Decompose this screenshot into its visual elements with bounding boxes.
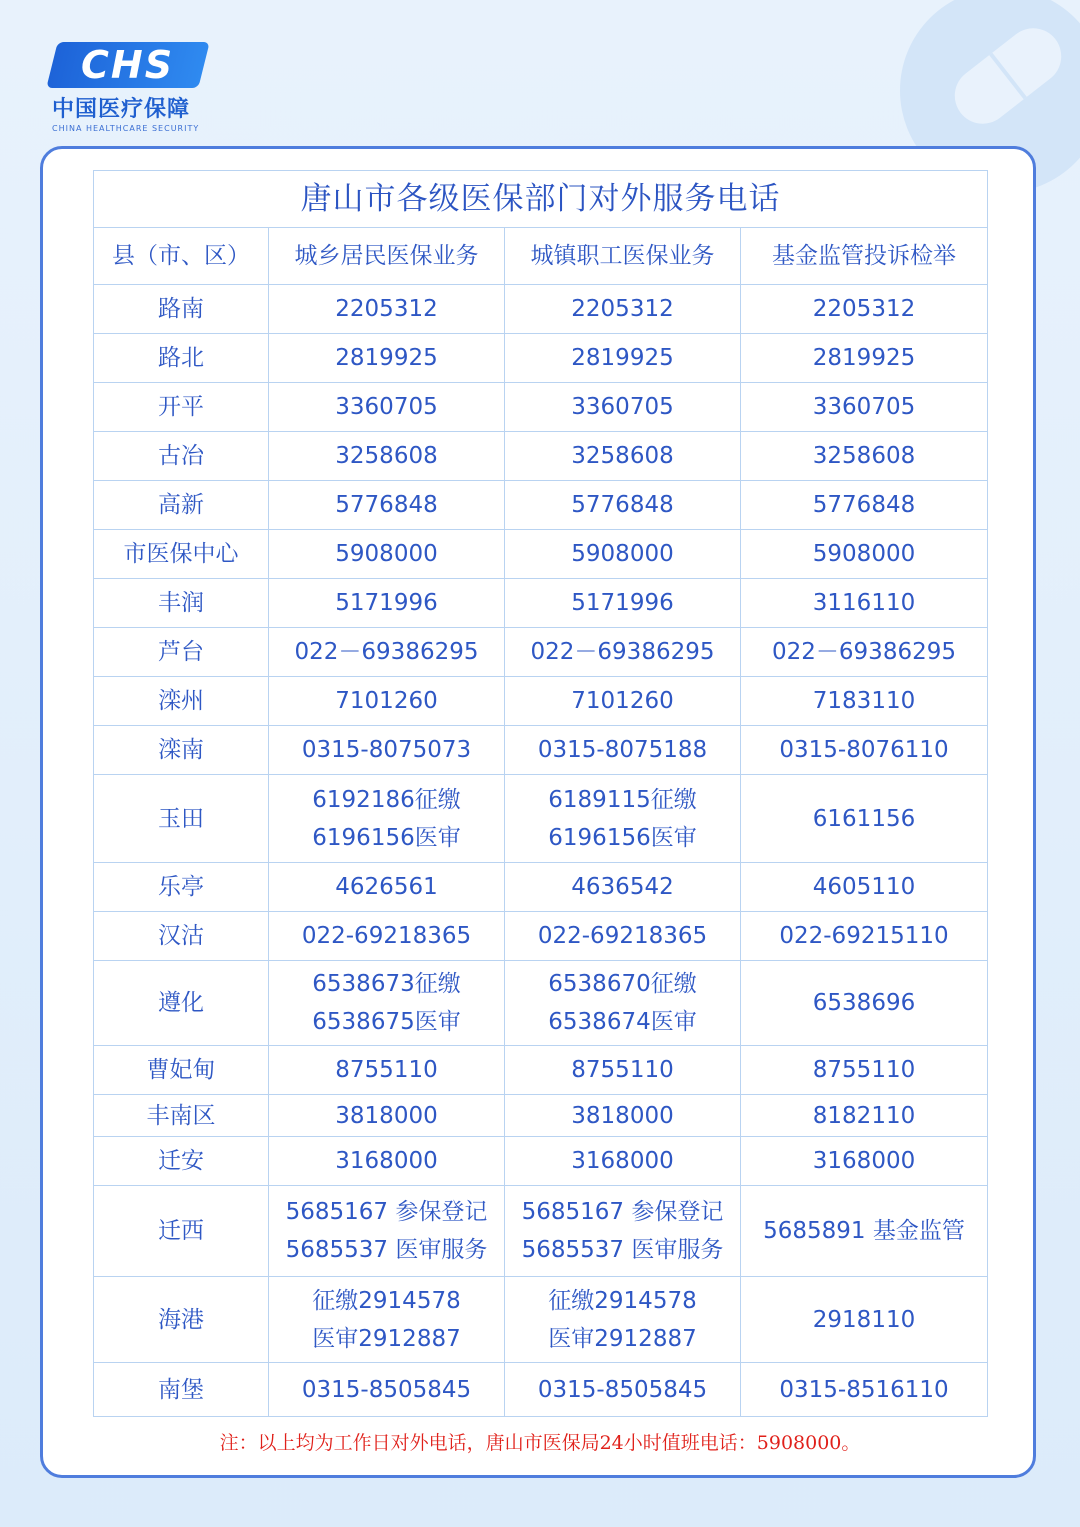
phone-cell <box>741 1046 988 1095</box>
phone-cell <box>505 579 741 628</box>
phone-number: 2819925 <box>335 345 438 371</box>
phone-cell <box>269 285 505 334</box>
phone-number: 6538696 <box>812 990 916 1016</box>
phone-number: 2205312 <box>571 296 674 322</box>
phone-number: 4636542 <box>571 874 674 900</box>
phone-number: 7101260 <box>335 688 438 714</box>
phone-cell <box>269 1186 505 1277</box>
phone-number: 022－69386295 <box>772 639 956 665</box>
phone-number: 022－69386295 <box>530 639 715 665</box>
phone-number: 8755110 <box>571 1057 674 1083</box>
header-row <box>94 228 988 285</box>
footnote: 注：以上均为工作日对外电话，唐山市医保局24小时值班电话：5908000。 <box>219 1432 861 1454</box>
phone-number: 8755110 <box>812 1057 916 1083</box>
phone-cell <box>741 530 988 579</box>
county-name: 路南 <box>94 285 269 334</box>
phone-cell <box>505 1046 741 1095</box>
column-header-fund-supervision: 基金监管投诉检举 <box>741 228 988 285</box>
phone-cell <box>505 432 741 481</box>
phone-number: 8182110 <box>812 1102 916 1129</box>
phone-cell <box>269 726 505 775</box>
phone-number: 7183110 <box>812 688 916 714</box>
phone-cell <box>505 530 741 579</box>
phone-cell <box>505 726 741 775</box>
phone-cell <box>741 579 988 628</box>
phone-number: 022-69218365 <box>537 923 708 949</box>
phone-cell <box>505 1277 741 1363</box>
table-row <box>94 677 988 726</box>
table-row <box>94 863 988 912</box>
phone-number: 022－69386295 <box>294 639 479 665</box>
phone-number: 5776848 <box>335 492 438 518</box>
phone-number: 0315-8076110 <box>779 737 949 763</box>
phone-cell <box>269 530 505 579</box>
phone-number: 7101260 <box>571 688 674 714</box>
phone-cell <box>741 432 988 481</box>
phone-cell <box>741 677 988 726</box>
county-name: 玉田 <box>94 775 269 863</box>
phone-number: 0315-8075188 <box>537 737 708 763</box>
phone-cell <box>505 863 741 912</box>
phone-number: 3116110 <box>812 590 916 616</box>
county-name: 迁西 <box>94 1186 269 1277</box>
phone-number: 6189115征缴 <box>548 786 697 813</box>
phone-number: 5776848 <box>571 492 674 518</box>
county-name: 南堡 <box>94 1363 269 1417</box>
phone-number: 5685537 医审服务 <box>521 1237 724 1263</box>
county-name: 市医保中心 <box>94 530 269 579</box>
phone-cell <box>269 579 505 628</box>
county-name: 汉沽 <box>94 912 269 961</box>
phone-cell <box>269 1277 505 1363</box>
phone-cell <box>741 383 988 432</box>
phone-cell <box>505 481 741 530</box>
phone-cell <box>269 775 505 863</box>
table-row <box>94 1095 988 1137</box>
phone-number: 2205312 <box>335 296 438 322</box>
county-name: 海港 <box>94 1277 269 1363</box>
logo-chinese-name: 中国医疗保障 <box>52 97 191 122</box>
phone-cell <box>741 863 988 912</box>
phone-cell <box>741 775 988 863</box>
county-name: 芦台 <box>94 628 269 677</box>
phone-cell <box>741 726 988 775</box>
county-name: 遵化 <box>94 961 269 1046</box>
table-row <box>94 628 988 677</box>
phone-cell <box>741 1363 988 1417</box>
phone-cell <box>269 1046 505 1095</box>
phone-cell <box>505 1186 741 1277</box>
phone-number: 5685167 参保登记 <box>285 1199 488 1225</box>
phone-number: 3360705 <box>812 394 916 420</box>
phone-number: 022-69218365 <box>301 923 472 949</box>
county-name: 迁安 <box>94 1137 269 1186</box>
table-row <box>94 1046 988 1095</box>
phone-number: 医审2912887 <box>548 1325 697 1352</box>
phone-cell <box>741 481 988 530</box>
table-title: 唐山市各级医保部门对外服务电话 <box>94 171 988 228</box>
phone-directory-table <box>93 170 988 1417</box>
table-row <box>94 432 988 481</box>
phone-cell <box>741 1186 988 1277</box>
logo-english-name: CHINA HEALTHCARE SECURITY <box>52 124 200 133</box>
phone-number: 5685891 基金监管 <box>763 1218 965 1244</box>
phone-cell <box>741 912 988 961</box>
phone-number: 3818000 <box>335 1102 438 1129</box>
table-row <box>94 726 988 775</box>
phone-number: 3168000 <box>335 1148 438 1174</box>
county-name: 丰南区 <box>94 1095 269 1137</box>
county-name: 开平 <box>94 383 269 432</box>
phone-cell <box>269 481 505 530</box>
phone-number: 0315-8075073 <box>301 737 472 763</box>
phone-cell <box>269 383 505 432</box>
phone-cell <box>505 912 741 961</box>
table-row <box>94 481 988 530</box>
table-row <box>94 1137 988 1186</box>
phone-number: 征缴2914578 <box>312 1287 461 1314</box>
phone-cell <box>505 1095 741 1137</box>
phone-number: 3360705 <box>335 394 438 420</box>
table-row <box>94 961 988 1046</box>
phone-number: 6192186征缴 <box>312 786 461 813</box>
county-name: 丰润 <box>94 579 269 628</box>
phone-cell <box>505 628 741 677</box>
county-name: 路北 <box>94 334 269 383</box>
phone-cell <box>741 1095 988 1137</box>
phone-number: 5908000 <box>812 541 916 567</box>
column-header-urban-rural: 城乡居民医保业务 <box>269 228 505 285</box>
phone-number: 3168000 <box>812 1148 916 1174</box>
phone-number: 3258608 <box>335 443 438 469</box>
phone-number: 6538674医审 <box>548 1009 697 1035</box>
phone-number: 0315-8505845 <box>537 1376 708 1403</box>
column-header-employee: 城镇职工医保业务 <box>505 228 741 285</box>
phone-cell <box>269 863 505 912</box>
table-row <box>94 334 988 383</box>
phone-number: 5776848 <box>812 492 916 518</box>
phone-number: 3360705 <box>571 394 674 420</box>
phone-number: 0315-8505845 <box>301 1376 472 1403</box>
phone-number: 4626561 <box>335 874 438 900</box>
phone-cell <box>505 961 741 1046</box>
phone-number: 5171996 <box>571 590 674 616</box>
county-name: 曹妃甸 <box>94 1046 269 1095</box>
phone-cell <box>269 961 505 1046</box>
phone-cell <box>505 1137 741 1186</box>
phone-cell <box>269 1095 505 1137</box>
table-row <box>94 285 988 334</box>
phone-cell <box>741 285 988 334</box>
table-row <box>94 1277 988 1363</box>
phone-cell <box>505 334 741 383</box>
phone-cell <box>269 334 505 383</box>
phone-cell <box>741 628 988 677</box>
phone-number: 5685167 参保登记 <box>521 1199 724 1225</box>
phone-number: 3168000 <box>571 1148 674 1174</box>
chs-logo <box>52 42 204 133</box>
phone-number: 8755110 <box>335 1057 438 1083</box>
phone-number: 5685537 医审服务 <box>285 1237 488 1263</box>
phone-number: 0315-8516110 <box>779 1376 949 1403</box>
phone-number: 5908000 <box>571 541 674 567</box>
phone-number: 6161156 <box>812 805 916 832</box>
phone-cell <box>505 1363 741 1417</box>
phone-cell <box>269 628 505 677</box>
county-name: 高新 <box>94 481 269 530</box>
phone-number: 2819925 <box>812 345 916 371</box>
phone-number: 5171996 <box>335 590 438 616</box>
table-row <box>94 1363 988 1417</box>
phone-number: 3818000 <box>571 1102 674 1129</box>
county-name: 滦南 <box>94 726 269 775</box>
phone-number: 3258608 <box>812 443 916 469</box>
phone-number: 6196156医审 <box>312 824 461 851</box>
table-row <box>94 383 988 432</box>
phone-number: 2918110 <box>812 1306 916 1333</box>
phone-number: 5908000 <box>335 541 438 567</box>
phone-cell <box>269 1137 505 1186</box>
phone-cell <box>741 961 988 1046</box>
phone-cell <box>505 383 741 432</box>
phone-cell <box>505 775 741 863</box>
phone-number: 3258608 <box>571 443 674 469</box>
phone-number: 医审2912887 <box>312 1325 461 1352</box>
table-row <box>94 1186 988 1277</box>
column-header-county: 县（市、区） <box>94 228 269 285</box>
phone-cell <box>505 285 741 334</box>
phone-number: 022-69215110 <box>779 923 949 949</box>
phone-number: 6538675医审 <box>312 1009 461 1035</box>
logo-mark-text: CHS <box>81 43 175 87</box>
phone-number: 2205312 <box>812 296 916 322</box>
county-name: 乐亭 <box>94 863 269 912</box>
table-row <box>94 530 988 579</box>
phone-number: 4605110 <box>812 874 916 900</box>
phone-cell <box>269 432 505 481</box>
phone-cell <box>505 677 741 726</box>
phone-number: 6196156医审 <box>548 824 697 851</box>
phone-number: 6538673征缴 <box>312 971 461 997</box>
phone-cell <box>741 1137 988 1186</box>
county-name: 滦州 <box>94 677 269 726</box>
phone-number: 2819925 <box>571 345 674 371</box>
table-row <box>94 912 988 961</box>
phone-cell <box>269 1363 505 1417</box>
phone-number: 6538670征缴 <box>548 971 697 997</box>
phone-cell <box>269 912 505 961</box>
phone-cell <box>741 334 988 383</box>
phone-number: 征缴2914578 <box>548 1287 697 1314</box>
county-name: 古冶 <box>94 432 269 481</box>
phone-cell <box>741 1277 988 1363</box>
logo-mark <box>46 42 209 88</box>
table-row <box>94 579 988 628</box>
phone-cell <box>269 677 505 726</box>
table-row <box>94 775 988 863</box>
